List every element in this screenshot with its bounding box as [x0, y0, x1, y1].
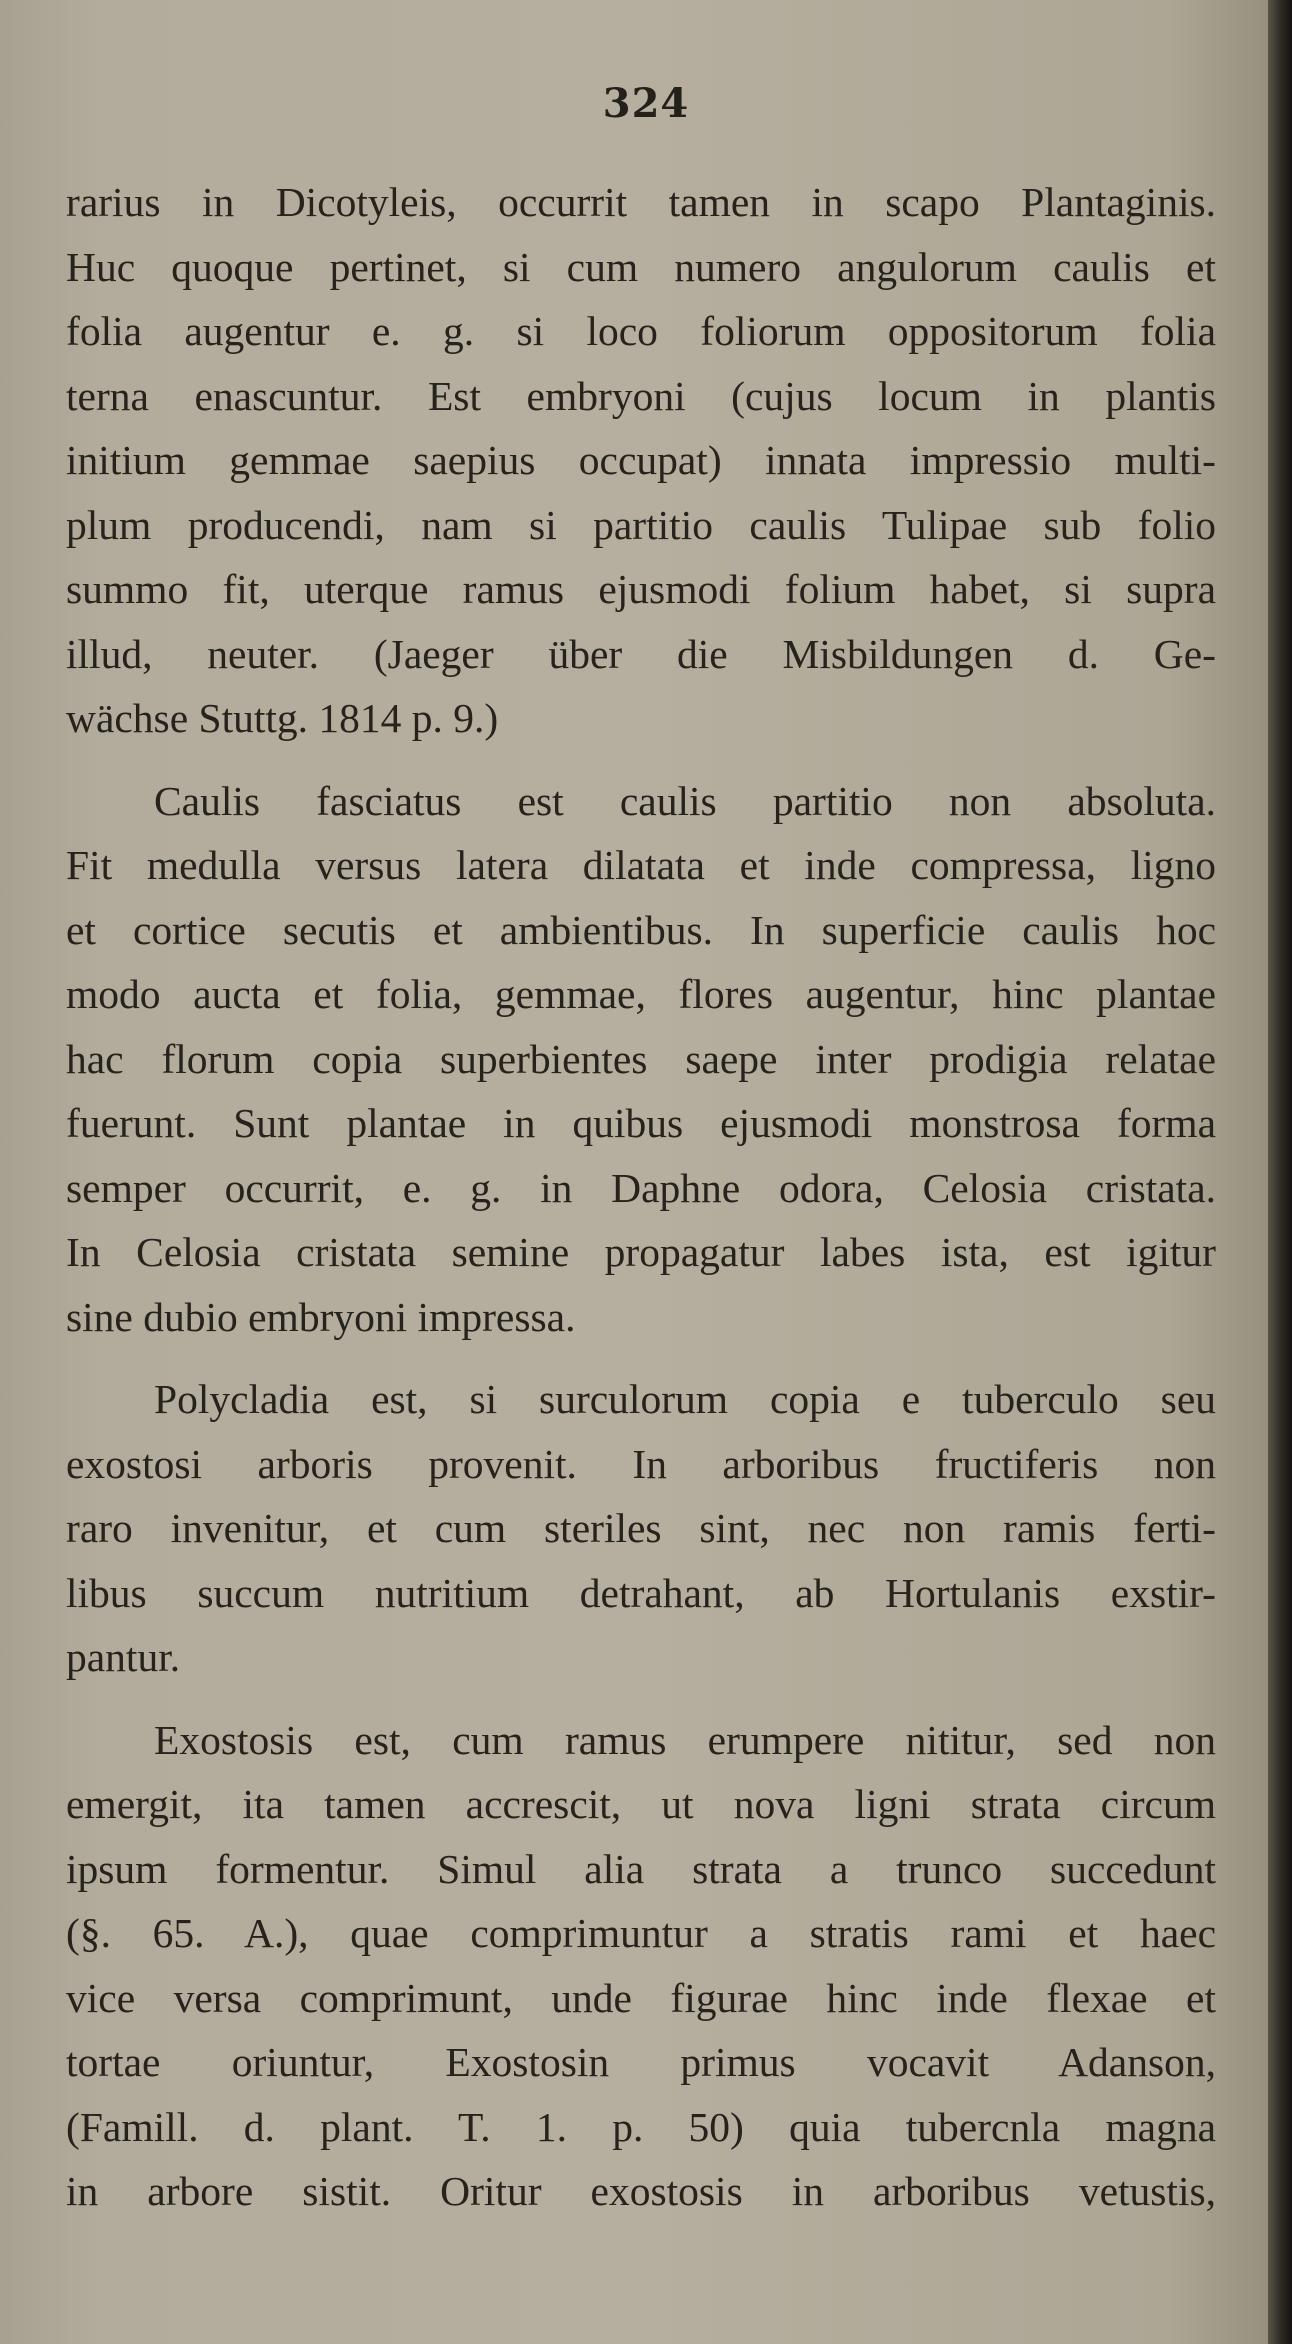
text-line: In Celosia cristata semine propagatur labes ista, est igitur: [66, 1229, 1216, 1275]
text-line: Polycladia est, si surculorum copia e tuberculo seu: [154, 1376, 1216, 1422]
text-line: exostosi arboris provenit. In arboribus fructiferis non: [66, 1440, 1216, 1487]
text-line: initium gemmae saepius occupat) innata impressio multi-: [66, 437, 1216, 483]
text-line: in arbore sistit. Oritur exostosis in arboribus vetustis,: [66, 2168, 1216, 2214]
paragraph-3: [66, 1367, 1216, 1690]
text-line: hac florum copia superbientes saepe inter prodigia relatae: [66, 1035, 1216, 1082]
text-line: Huc quoque pertinet, si cum numero angulorum caulis et: [66, 243, 1216, 290]
page-number: 324: [602, 80, 690, 127]
text-line: et cortice secutis et ambientibus. In superficie caulis hoc: [66, 906, 1216, 953]
text-line: wächse Stuttg. 1814 p. 9.): [66, 695, 499, 741]
text-line: Fit medulla versus latera dilatata et inde compressa, ligno: [66, 842, 1216, 888]
text-line: rarius in Dicotyleis, occurrit tamen in scapo Plantaginis.: [66, 179, 1216, 225]
page-body: [66, 170, 1216, 2224]
text-line: semper occurrit, e. g. in Daphne odora, Celosia cristata.: [66, 1164, 1216, 1211]
text-line: illud, neuter. (Jaeger über die Misbildungen d. Ge-: [66, 630, 1216, 677]
text-line: Caulis fasciatus est caulis partitio non absoluta.: [154, 777, 1216, 824]
text-line: libus succum nutritium detrahant, ab Hortulanis exstir-: [66, 1569, 1216, 1616]
text-line: vice versa comprimunt, unde figurae hinc inde flexae et: [66, 1974, 1216, 2021]
paragraph-1: [66, 170, 1216, 751]
paragraph-2: [66, 769, 1216, 1350]
page-edge-shadow: [1268, 0, 1292, 2344]
text-line: raro invenitur, et cum steriles sint, nec non ramis ferti-: [66, 1505, 1216, 1551]
text-line: plum producendi, nam si partitio caulis Tulipae sub folio: [66, 501, 1216, 548]
text-line: modo aucta et folia, gemmae, flores augentur, hinc plantae: [66, 971, 1216, 1017]
text-line: ipsum formentur. Simul alia strata a trunco succedunt: [66, 1845, 1216, 1892]
text-line: (§. 65. A.), quae comprimuntur a stratis rami et haec: [66, 1910, 1216, 1956]
text-line: sine dubio embryoni impressa.: [66, 1293, 576, 1340]
text-line: emergit, ita tamen accrescit, ut nova ligni strata circum: [66, 1781, 1216, 1827]
text-line: summo fit, uterque ramus ejusmodi folium habet, si supra: [66, 566, 1216, 612]
text-line: (Famill. d. plant. T. 1. p. 50) quia tubercnla magna: [66, 2103, 1216, 2150]
text-line: pantur.: [66, 1634, 181, 1680]
text-line: terna enascuntur. Est embryoni (cujus locum in plantis: [66, 372, 1216, 419]
paragraph-4: [66, 1708, 1216, 2224]
text-line: tortae oriuntur, Exostosin primus vocavit Adanson,: [66, 2039, 1216, 2085]
text-line: Exostosis est, cum ramus erumpere nititur, sed non: [154, 1716, 1216, 1763]
text-line: fuerunt. Sunt plantae in quibus ejusmodi monstrosa forma: [66, 1100, 1216, 1146]
text-line: folia augentur e. g. si loco foliorum oppositorum folia: [66, 308, 1216, 354]
